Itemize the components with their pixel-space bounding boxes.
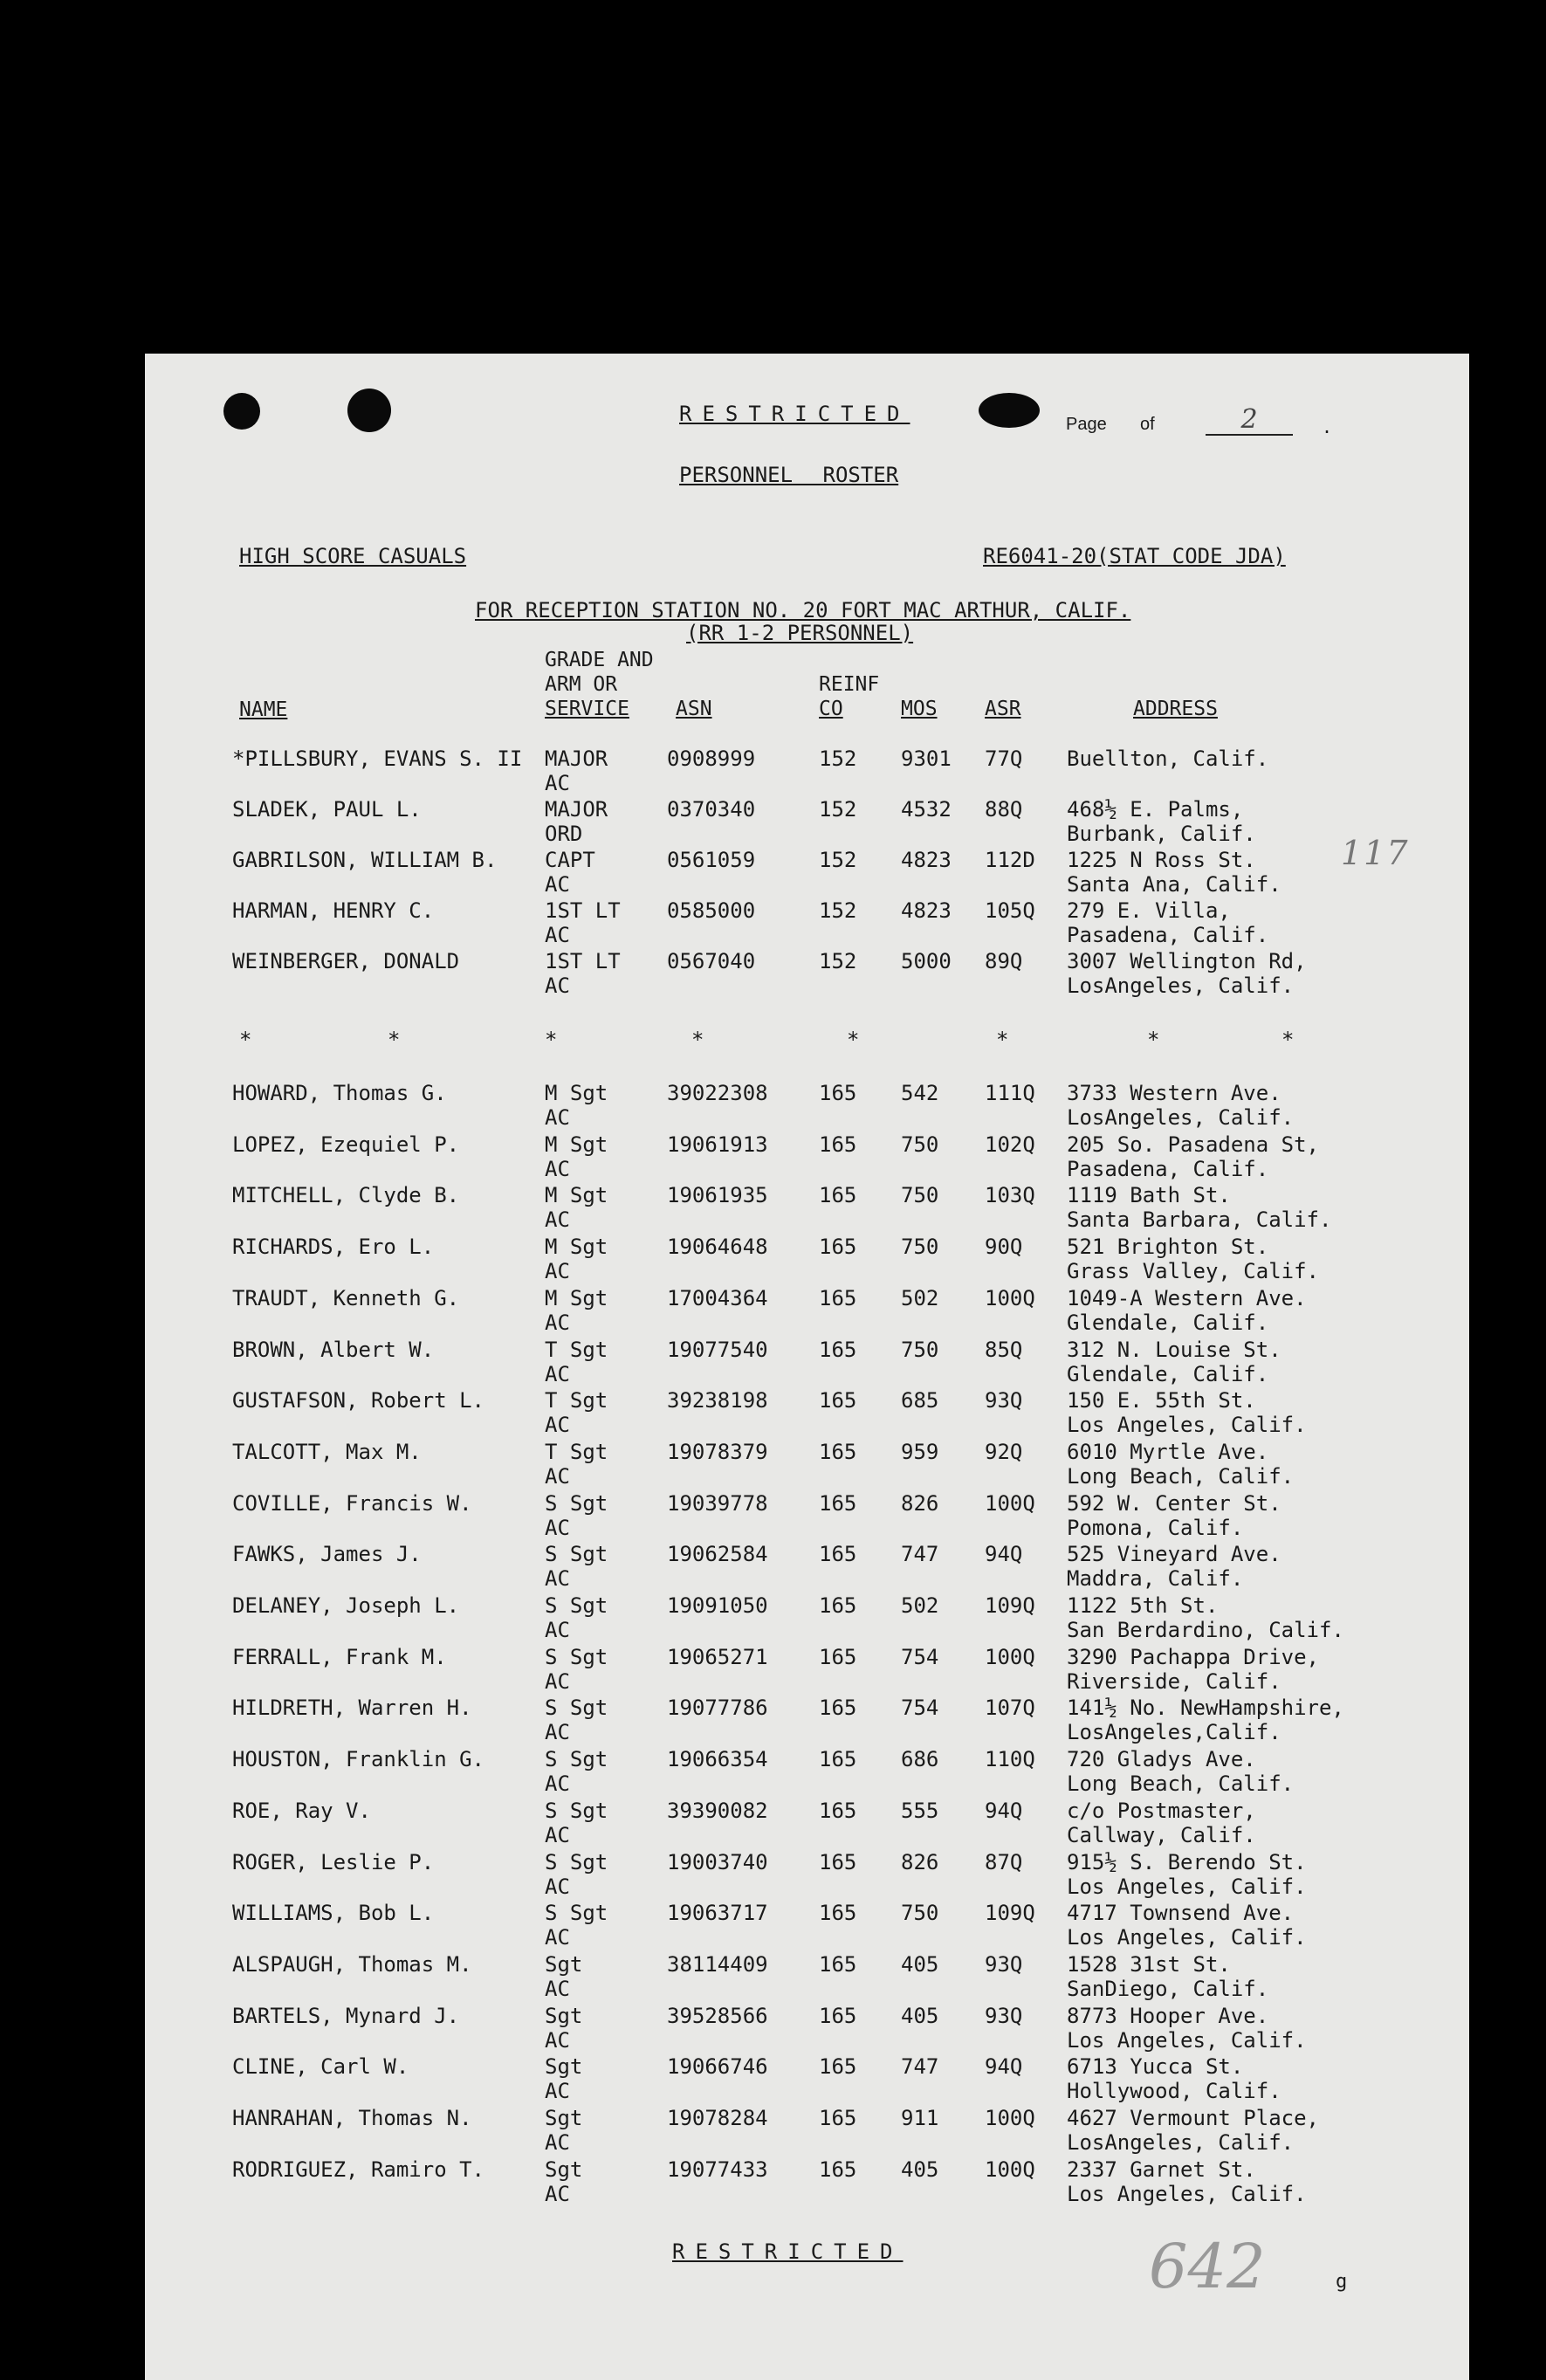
address-line-1: 1122 5th St. (1067, 1593, 1219, 1618)
name-cell: ROGER, Leslie P. (232, 1849, 435, 1874)
asn-cell: 19077433 (667, 2156, 768, 2182)
grade-cell: CAPT (545, 848, 595, 872)
asn-cell: 39390082 (667, 1798, 768, 1823)
reinf-co-cell: 165 (819, 1644, 857, 1669)
arm-cell: AC (545, 1259, 570, 1284)
name-cell: LOPEZ, Ezequiel P. (232, 1132, 460, 1157)
mos-cell: 754 (901, 1644, 939, 1669)
name-cell: BARTELS, Mynard J. (232, 2003, 460, 2028)
address-line-2: LosAngeles,Calif. (1067, 1720, 1281, 1745)
mos-cell: 502 (901, 1285, 939, 1310)
asn-cell: 0561059 (667, 848, 756, 872)
arm-cell: AC (545, 1925, 570, 1950)
stat-code: RE6041-20(STAT CODE JDA) (983, 544, 1286, 568)
address-line-2: Los Angeles, Calif. (1067, 1874, 1307, 1899)
address-line-2: Los Angeles, Calif. (1067, 1925, 1307, 1950)
arm-cell: AC (545, 1822, 570, 1847)
grade-cell: M Sgt (545, 1285, 608, 1310)
address-line-2: SanDiego, Calif. (1067, 1976, 1269, 2001)
address-line-2: San Berdardino, Calif. (1067, 1618, 1344, 1642)
mos-cell: 826 (901, 1849, 939, 1874)
arm-cell: AC (545, 1105, 570, 1130)
mos-cell: 911 (901, 2106, 939, 2130)
name-cell: HOWARD, Thomas G. (232, 1081, 447, 1105)
mos-cell: 750 (901, 1337, 939, 1362)
reinf-co-cell: 165 (819, 2054, 857, 2080)
asn-cell: 19077786 (667, 1696, 768, 1721)
address-line-2: LosAngeles, Calif. (1067, 2130, 1295, 2155)
grade-cell: S Sgt (545, 1542, 608, 1567)
header-grade-2: ARM OR (545, 673, 618, 696)
address-line-1: 915½ S. Berendo St. (1067, 1849, 1307, 1874)
asn-cell: 19065271 (667, 1644, 768, 1669)
punch-hole-right (979, 393, 1040, 428)
asn-cell: 0370340 (667, 797, 756, 822)
separator-star: * (691, 1028, 704, 1052)
separator-star: * (545, 1028, 558, 1052)
arm-cell: AC (545, 1874, 570, 1899)
reinf-co-cell: 165 (819, 1081, 857, 1105)
asn-cell: 19078284 (667, 2106, 768, 2130)
asr-cell: 94Q (985, 1542, 1023, 1567)
arm-cell: AC (545, 1515, 570, 1540)
asn-cell: 0567040 (667, 949, 756, 973)
address-line-2: Long Beach, Calif. (1067, 1771, 1295, 1797)
header-address: ADDRESS (1133, 698, 1218, 720)
address-line-2: Los Angeles, Calif. (1067, 1413, 1307, 1438)
address-line-2: Pasadena, Calif. (1067, 1156, 1269, 1181)
reinf-co-cell: 152 (819, 848, 857, 872)
address-line-2: Long Beach, Calif. (1067, 1463, 1295, 1489)
mos-cell: 5000 (901, 949, 952, 973)
asr-cell: 100Q (985, 1490, 1035, 1516)
address-line-2: LosAngeles, Calif. (1067, 1105, 1295, 1130)
asr-cell: 109Q (985, 1901, 1035, 1926)
name-cell: RODRIGUEZ, Ramiro T. (232, 2156, 484, 2182)
asr-cell: 90Q (985, 1235, 1023, 1260)
address-line-2: Callway, Calif. (1067, 1822, 1256, 1847)
address-line-1: 468½ E. Palms, (1067, 797, 1244, 822)
address-line-1: 6010 Myrtle Ave. (1067, 1439, 1269, 1464)
name-cell: HILDRETH, Warren H. (232, 1696, 472, 1721)
mos-cell: 4532 (901, 797, 952, 822)
asr-cell: 109Q (985, 1593, 1035, 1618)
reinf-co-cell: 152 (819, 949, 857, 973)
asr-cell: 94Q (985, 1798, 1023, 1823)
arm-cell: AC (545, 2181, 570, 2206)
name-cell: CLINE, Carl W. (232, 2054, 409, 2080)
reinf-co-cell: 165 (819, 2003, 857, 2028)
reinf-co-cell: 165 (819, 1542, 857, 1567)
grade-cell: S Sgt (545, 1849, 608, 1874)
header-asr: ASR (985, 698, 1021, 720)
asr-cell: 85Q (985, 1337, 1023, 1362)
station-line: FOR RECEPTION STATION NO. 20 FORT MAC ARTHUR, CALIF. (475, 598, 1131, 623)
mos-cell: 4823 (901, 898, 952, 923)
arm-cell: AC (545, 771, 570, 795)
reinf-co-cell: 165 (819, 1132, 857, 1157)
grade-cell: Sgt (545, 2054, 583, 2080)
subtitle-line: (RR 1-2 PERSONNEL) (686, 621, 914, 645)
asr-cell: 100Q (985, 1285, 1035, 1310)
period-mark: . (1322, 416, 1333, 437)
mos-cell: 9301 (901, 746, 952, 771)
arm-cell: AC (545, 2027, 570, 2053)
grade-cell: M Sgt (545, 1081, 608, 1105)
address-line-1: 3290 Pachappa Drive, (1067, 1644, 1319, 1669)
asn-cell: 0908999 (667, 746, 756, 771)
bottom-note: 642 (1149, 2231, 1266, 2302)
name-cell: MITCHELL, Clyde B. (232, 1183, 460, 1208)
grade-cell: T Sgt (545, 1337, 608, 1362)
asn-cell: 19064648 (667, 1235, 768, 1260)
asn-cell: 38114409 (667, 1951, 768, 1977)
mos-cell: 405 (901, 2003, 939, 2028)
asr-cell: 100Q (985, 1644, 1035, 1669)
name-cell: WEINBERGER, DONALD (232, 949, 460, 973)
name-cell: HOUSTON, Franklin G. (232, 1747, 484, 1772)
mos-cell: 826 (901, 1490, 939, 1516)
arm-cell: AC (545, 1463, 570, 1489)
address-line-2: LosAngeles, Calif. (1067, 973, 1295, 998)
reinf-co-cell: 165 (819, 1285, 857, 1310)
punch-hole-left (223, 393, 260, 430)
address-line-1: 592 W. Center St. (1067, 1490, 1281, 1516)
address-line-2: Grass Valley, Calif. (1067, 1259, 1319, 1284)
arm-cell: AC (545, 1771, 570, 1797)
roster-page (145, 354, 1469, 2380)
address-line-1: 4627 Vermount Place, (1067, 2106, 1319, 2130)
header-reinf-1: REINF (819, 673, 880, 696)
address-line-1: Buellton, Calif. (1067, 746, 1269, 771)
arm-cell: AC (545, 1566, 570, 1592)
address-line-2: Glendale, Calif. (1067, 1361, 1269, 1386)
name-cell: BROWN, Albert W. (232, 1337, 435, 1362)
asr-cell: 93Q (985, 1388, 1023, 1414)
page-total: 2 (1206, 406, 1293, 436)
mos-cell: 754 (901, 1696, 939, 1721)
reinf-co-cell: 165 (819, 1798, 857, 1823)
address-line-1: 3007 Wellington Rd, (1067, 949, 1307, 973)
grade-cell: T Sgt (545, 1439, 608, 1464)
asn-cell: 39238198 (667, 1388, 768, 1414)
asr-cell: 89Q (985, 949, 1023, 973)
address-line-2: Burbank, Calif. (1067, 822, 1256, 846)
header-grade-3: SERVICE (545, 698, 629, 720)
bottom-restricted-label: RESTRICTED (672, 2239, 904, 2264)
arm-cell: AC (545, 1361, 570, 1386)
mos-cell: 747 (901, 1542, 939, 1567)
mos-cell: 686 (901, 1747, 939, 1772)
grade-cell: 1ST LT (545, 898, 621, 923)
asn-cell: 19061913 (667, 1132, 768, 1157)
punch-hole-center (347, 389, 391, 432)
address-line-2: Maddra, Calif. (1067, 1566, 1244, 1592)
mos-cell: 747 (901, 2054, 939, 2080)
asn-cell: 19078379 (667, 1439, 768, 1464)
asr-cell: 88Q (985, 797, 1023, 822)
address-line-1: 525 Vineyard Ave. (1067, 1542, 1281, 1567)
asn-cell: 19091050 (667, 1593, 768, 1618)
grade-cell: 1ST LT (545, 949, 621, 973)
group-name: HIGH SCORE CASUALS (239, 544, 467, 568)
grade-cell: S Sgt (545, 1696, 608, 1721)
arm-cell: ORD (545, 822, 583, 846)
reinf-co-cell: 165 (819, 2106, 857, 2130)
header-grade-1: GRADE AND (545, 649, 654, 671)
separator-star: * (388, 1028, 401, 1052)
top-restricted-label: RESTRICTED (679, 402, 910, 426)
address-line-1: 1119 Bath St. (1067, 1183, 1231, 1208)
name-cell: WILLIAMS, Bob L. (232, 1901, 435, 1926)
arm-cell: AC (545, 2130, 570, 2155)
reinf-co-cell: 165 (819, 1337, 857, 1362)
asn-cell: 39528566 (667, 2003, 768, 2028)
reinf-co-cell: 165 (819, 1747, 857, 1772)
asn-cell: 39022308 (667, 1081, 768, 1105)
address-line-1: 3733 Western Ave. (1067, 1081, 1281, 1105)
mos-cell: 750 (901, 1132, 939, 1157)
address-line-1: 6713 Yucca St. (1067, 2054, 1244, 2080)
arm-cell: AC (545, 1156, 570, 1181)
arm-cell: AC (545, 1720, 570, 1745)
asr-cell: 77Q (985, 746, 1023, 771)
arm-cell: AC (545, 2079, 570, 2104)
arm-cell: AC (545, 923, 570, 947)
address-line-2: Los Angeles, Calif. (1067, 2181, 1307, 2206)
grade-cell: S Sgt (545, 1490, 608, 1516)
header-name: NAME (239, 698, 288, 721)
name-cell: HANRAHAN, Thomas N. (232, 2106, 472, 2130)
asn-cell: 19066746 (667, 2054, 768, 2080)
address-line-1: 141½ No. NewHampshire, (1067, 1696, 1344, 1721)
mos-cell: 685 (901, 1388, 939, 1414)
address-line-2: Santa Barbara, Calif. (1067, 1207, 1332, 1233)
separator-star: * (1281, 1028, 1295, 1052)
grade-cell: M Sgt (545, 1183, 608, 1208)
asn-cell: 19061935 (667, 1183, 768, 1208)
address-line-1: 1049-A Western Ave. (1067, 1285, 1307, 1310)
grade-cell: Sgt (545, 2156, 583, 2182)
header-asn: ASN (676, 698, 712, 720)
asr-cell: 103Q (985, 1183, 1035, 1208)
asr-cell: 100Q (985, 2156, 1035, 2182)
asn-cell: 19039778 (667, 1490, 768, 1516)
reinf-co-cell: 152 (819, 797, 857, 822)
address-line-2: Riverside, Calif. (1067, 1668, 1281, 1694)
header-reinf-2: CO (819, 698, 843, 720)
separator-star: * (847, 1028, 860, 1052)
address-line-1: 4717 Townsend Ave. (1067, 1901, 1295, 1926)
grade-cell: M Sgt (545, 1235, 608, 1260)
asr-cell: 111Q (985, 1081, 1035, 1105)
name-cell: COVILLE, Francis W. (232, 1490, 472, 1516)
page-of: of (1140, 415, 1155, 434)
grade-cell: Sgt (545, 2106, 583, 2130)
grade-cell: S Sgt (545, 1901, 608, 1926)
asn-cell: 19003740 (667, 1849, 768, 1874)
reinf-co-cell: 165 (819, 1183, 857, 1208)
reinf-co-cell: 152 (819, 898, 857, 923)
grade-cell: S Sgt (545, 1798, 608, 1823)
name-cell: ALSPAUGH, Thomas M. (232, 1951, 472, 1977)
address-line-1: 279 E. Villa, (1067, 898, 1231, 923)
page-label: Page (1066, 415, 1107, 434)
mos-cell: 405 (901, 1951, 939, 1977)
grade-cell: MAJOR (545, 797, 608, 822)
asr-cell: 102Q (985, 1132, 1035, 1157)
name-cell: SLADEK, PAUL L. (232, 797, 422, 822)
reinf-co-cell: 165 (819, 1490, 857, 1516)
mos-cell: 750 (901, 1235, 939, 1260)
separator-star: * (1147, 1028, 1160, 1052)
reinf-co-cell: 165 (819, 1696, 857, 1721)
address-line-1: c/o Postmaster, (1067, 1798, 1256, 1823)
address-line-2: Hollywood, Calif. (1067, 2079, 1281, 2104)
asn-cell: 19063717 (667, 1901, 768, 1926)
name-cell: HARMAN, HENRY C. (232, 898, 435, 923)
asr-cell: 87Q (985, 1849, 1023, 1874)
reinf-co-cell: 165 (819, 1849, 857, 1874)
reinf-co-cell: 165 (819, 1593, 857, 1618)
mos-cell: 959 (901, 1439, 939, 1464)
mos-cell: 555 (901, 1798, 939, 1823)
asn-cell: 19062584 (667, 1542, 768, 1567)
address-line-1: 1225 N Ross St. (1067, 848, 1256, 872)
separator-star: * (239, 1028, 252, 1052)
asn-cell: 17004364 (667, 1285, 768, 1310)
reinf-co-cell: 152 (819, 746, 857, 771)
mos-cell: 502 (901, 1593, 939, 1618)
name-cell: TALCOTT, Max M. (232, 1439, 422, 1464)
grade-cell: S Sgt (545, 1644, 608, 1669)
header-mos: MOS (901, 698, 938, 720)
arm-cell: AC (545, 1668, 570, 1694)
name-cell: TRAUDT, Kenneth G. (232, 1285, 460, 1310)
name-cell: ROE, Ray V. (232, 1798, 371, 1823)
asr-cell: 105Q (985, 898, 1035, 923)
arm-cell: AC (545, 1976, 570, 2001)
address-line-1: 1528 31st St. (1067, 1951, 1231, 1977)
address-line-1: 8773 Hooper Ave. (1067, 2003, 1269, 2028)
name-cell: DELANEY, Joseph L. (232, 1593, 460, 1618)
mos-cell: 542 (901, 1081, 939, 1105)
document-title: PERSONNEL ROSTER (679, 463, 899, 487)
asr-cell: 92Q (985, 1439, 1023, 1464)
reinf-co-cell: 165 (819, 1439, 857, 1464)
reinf-co-cell: 165 (819, 1951, 857, 1977)
asr-cell: 94Q (985, 2054, 1023, 2080)
address-line-2: Los Angeles, Calif. (1067, 2027, 1307, 2053)
address-line-1: 150 E. 55th St. (1067, 1388, 1256, 1414)
asr-cell: 107Q (985, 1696, 1035, 1721)
address-line-2: Pomona, Calif. (1067, 1515, 1244, 1540)
name-cell: GABRILSON, WILLIAM B. (232, 848, 498, 872)
mos-cell: 750 (901, 1183, 939, 1208)
asr-cell: 100Q (985, 2106, 1035, 2130)
address-line-2: Glendale, Calif. (1067, 1310, 1269, 1335)
reinf-co-cell: 165 (819, 1388, 857, 1414)
margin-note: 117 (1341, 834, 1410, 872)
mos-cell: 405 (901, 2156, 939, 2182)
reinf-co-cell: 165 (819, 2156, 857, 2182)
address-line-1: 205 So. Pasadena St, (1067, 1132, 1319, 1157)
asn-cell: 19066354 (667, 1747, 768, 1772)
name-cell: GUSTAFSON, Robert L. (232, 1388, 484, 1414)
grade-cell: M Sgt (545, 1132, 608, 1157)
address-line-1: 521 Brighton St. (1067, 1235, 1269, 1260)
grade-cell: T Sgt (545, 1388, 608, 1414)
arm-cell: AC (545, 872, 570, 897)
corner-mark: g (1336, 2271, 1348, 2293)
address-line-1: 720 Gladys Ave. (1067, 1747, 1256, 1772)
mos-cell: 4823 (901, 848, 952, 872)
arm-cell: AC (545, 973, 570, 998)
asr-cell: 93Q (985, 1951, 1023, 1977)
arm-cell: AC (545, 1310, 570, 1335)
address-line-2: Santa Ana, Calif. (1067, 872, 1281, 897)
grade-cell: MAJOR (545, 746, 608, 771)
grade-cell: S Sgt (545, 1593, 608, 1618)
grade-cell: Sgt (545, 1951, 583, 1977)
asr-cell: 110Q (985, 1747, 1035, 1772)
mos-cell: 750 (901, 1901, 939, 1926)
address-line-2: Pasadena, Calif. (1067, 923, 1269, 947)
address-line-1: 312 N. Louise St. (1067, 1337, 1281, 1362)
address-line-1: 2337 Garnet St. (1067, 2156, 1256, 2182)
arm-cell: AC (545, 1618, 570, 1642)
name-cell: FERRALL, Frank M. (232, 1644, 447, 1669)
asr-cell: 112D (985, 848, 1035, 872)
arm-cell: AC (545, 1207, 570, 1233)
asr-cell: 93Q (985, 2003, 1023, 2028)
asn-cell: 19077540 (667, 1337, 768, 1362)
asn-cell: 0585000 (667, 898, 756, 923)
reinf-co-cell: 165 (819, 1235, 857, 1260)
grade-cell: Sgt (545, 2003, 583, 2028)
name-cell: FAWKS, James J. (232, 1542, 422, 1567)
name-cell: RICHARDS, Ero L. (232, 1235, 435, 1260)
separator-star: * (996, 1028, 1009, 1052)
reinf-co-cell: 165 (819, 1901, 857, 1926)
name-cell: *PILLSBURY, EVANS S. II (232, 746, 523, 771)
grade-cell: S Sgt (545, 1747, 608, 1772)
arm-cell: AC (545, 1413, 570, 1438)
